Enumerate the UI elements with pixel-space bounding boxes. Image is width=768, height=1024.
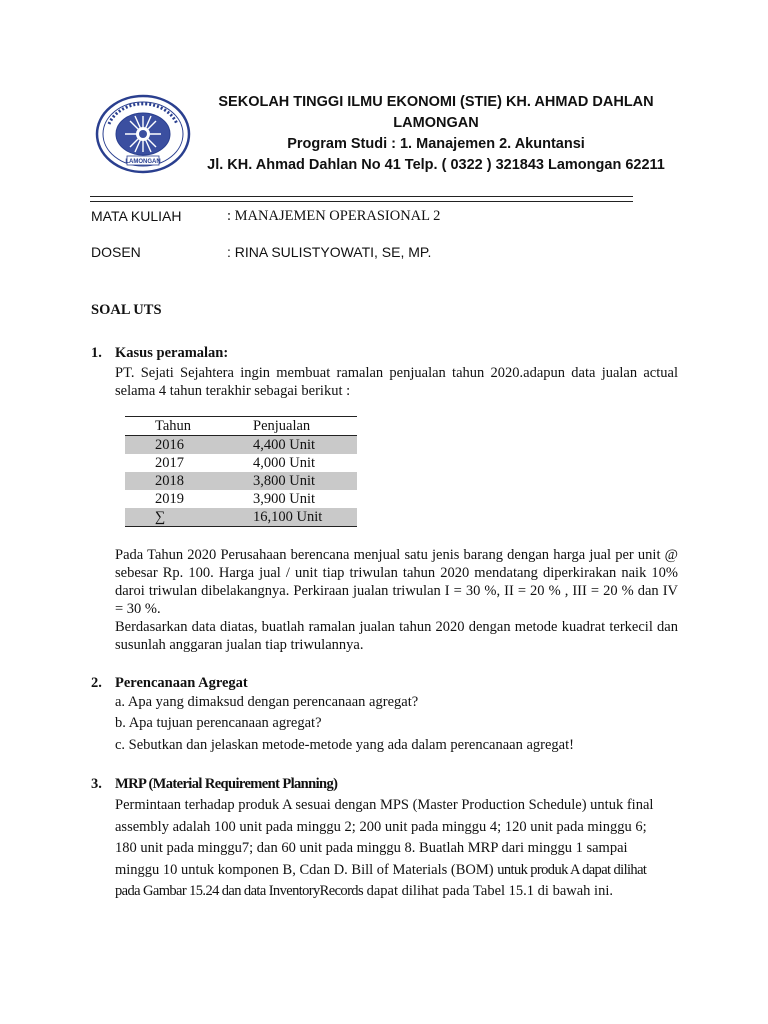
- column-header-year: Tahun: [155, 418, 192, 434]
- mrp-line-5a: pada Gambar 15.24 dan data InventoryRecords: [115, 883, 363, 899]
- institution-address: Jl. KH. Ahmad Dahlan No 41 Telp. ( 0322 ) 321843 Lamongan 62211: [207, 157, 665, 173]
- mrp-line-2: assembly adalah 100 unit pada minggu 2; 200 unit pada minggu 4; 120 unit pada minggu 6;: [115, 818, 647, 835]
- section-2-heading: Perencanaan Agregat: [115, 675, 248, 691]
- list-item: c. Sebutkan dan jelaskan metode-metode yang ada dalam perencanaan agregat!: [115, 737, 574, 753]
- mrp-line-5: [115, 881, 678, 903]
- sales-table: [125, 416, 357, 527]
- mrp-line-3: 180 unit pada minggu7; dan 60 unit pada minggu 8. Buatlah MRP dari minggu 1 sampai: [115, 840, 628, 856]
- cell-total-sales: 16,100 Unit: [253, 509, 323, 525]
- institution-name: SEKOLAH TINGGI ILMU EKONOMI (STIE) KH. AHMAD DAHLAN: [218, 94, 654, 110]
- sales-table-header: [125, 416, 357, 436]
- header-divider-top: [90, 196, 633, 197]
- cell-sales: 4,400 Unit: [253, 437, 316, 453]
- section-1-intro: PT. Sejati Sejahtera ingin membuat ramalan penjualan tahun 2020.adapun data jualan actual selama 4 tahun terakhir sebagai berikut :: [115, 365, 678, 399]
- cell-sales: 4,000 Unit: [253, 455, 316, 471]
- cell-sales: 3,800 Unit: [253, 473, 316, 489]
- mrp-line-5b: dapat dilihat pada Tabel 15.1 di bawah ini.: [363, 883, 613, 899]
- section-2-number: 2.: [91, 675, 102, 691]
- column-header-sales: Penjualan: [253, 418, 311, 434]
- table-row: [125, 472, 357, 490]
- cell-year: 2018: [155, 473, 184, 489]
- header-divider-bottom: [90, 201, 633, 202]
- section-1-paragraph-2: Berdasarkan data diatas, buatlah ramalan jualan tahun 2020 dengan metode kuadrat terkecil dan susunlah anggaran jualan tiap triwulannya.: [115, 619, 678, 653]
- table-row: [125, 436, 357, 454]
- section-3-number: 3.: [91, 776, 102, 792]
- list-item: a. Apa yang dimaksud dengan perencanaan agregat?: [115, 694, 419, 710]
- sum-symbol: ∑: [155, 509, 166, 525]
- section-1-heading: Kasus peramalan:: [115, 345, 229, 361]
- mrp-line-4: [115, 860, 678, 882]
- page-title: SOAL UTS: [91, 302, 162, 318]
- section-3-heading: MRP (Material Requirement Planning): [115, 776, 338, 792]
- study-programs: Program Studi : 1. Manajemen 2. Akuntansi: [287, 136, 585, 152]
- cell-sales: 3,900 Unit: [253, 491, 316, 507]
- table-row-total: [125, 508, 357, 527]
- stie-logo: [95, 94, 191, 174]
- cell-year: 2016: [155, 437, 184, 453]
- list-item: b. Apa tujuan perencanaan agregat?: [115, 715, 322, 731]
- institution-city: LAMONGAN: [393, 115, 479, 131]
- table-row: [125, 454, 357, 472]
- lecturer-value: : RINA SULISTYOWATI, SE, MP.: [227, 244, 432, 260]
- section-3-paragraph: [115, 795, 678, 903]
- course-label: MATA KULIAH: [91, 208, 182, 224]
- logo-text: LAMONGAN: [125, 159, 161, 165]
- cell-year: 2019: [155, 491, 184, 507]
- section-1-paragraph-1: Pada Tahun 2020 Perusahaan berencana menjual satu jenis barang dengan harga jual per unit @ sebesar Rp. 100. Harga jual / unit tiap triwulan tahun 2020 mendatang diperkirakan naik 10% daroi triwulan dibelakangnya. Perkiraan jualan triwulan I = 30 %, II = 20 % , III = 20 % dan IV = 30 %.: [115, 547, 678, 617]
- letterhead: [196, 92, 676, 176]
- mrp-line-4a: minggu 10 untuk komponen B, Cdan D. Bill of Materials (BOM): [115, 861, 498, 878]
- mrp-line-4b: untuk produk A dapat dilihat: [497, 861, 647, 878]
- mrp-line-1: Permintaan terhadap produk A sesuai dengan MPS (Master Production Schedule) untuk final: [115, 797, 654, 813]
- course-value: : MANAJEMEN OPERASIONAL 2: [227, 208, 441, 224]
- cell-year: 2017: [155, 455, 184, 471]
- lecturer-label: DOSEN: [91, 244, 141, 260]
- table-row: [125, 490, 357, 508]
- section-1-number: 1.: [91, 345, 102, 361]
